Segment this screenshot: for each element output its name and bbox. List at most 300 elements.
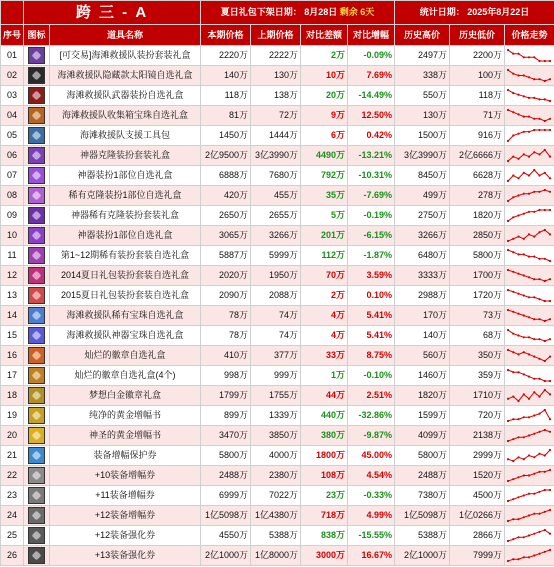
row-number: 11: [1, 246, 24, 266]
table-row: [1, 466, 554, 486]
previous-price: 455万: [251, 186, 301, 206]
sparkline-point: [538, 191, 540, 193]
row-number: 17: [1, 366, 24, 386]
sparkline-point: [523, 172, 525, 174]
item-icon: [24, 186, 50, 206]
item-icon: [24, 486, 50, 506]
sparkline-point: [512, 478, 514, 480]
item-box-icon: [28, 307, 45, 324]
price-diff: 440万: [301, 406, 348, 426]
sparkline-point: [538, 471, 540, 473]
previous-price: 74万: [251, 306, 301, 326]
price-diff: 44万: [301, 386, 348, 406]
table-row: [1, 266, 554, 286]
price-diff: 20万: [301, 86, 348, 106]
table-row: [1, 126, 554, 146]
previous-price: 3850万: [251, 426, 301, 446]
price-diff: 112万: [301, 246, 348, 266]
sparkline-point: [517, 194, 519, 196]
sparkline-point: [507, 369, 509, 371]
sparkline-point: [549, 509, 551, 511]
sparkline-point: [528, 156, 530, 158]
sparkline-point: [549, 191, 551, 193]
sparkline-point: [523, 74, 525, 76]
sparkline-point: [507, 440, 509, 442]
price-trend-sparkline: [505, 426, 554, 446]
sparkline-point: [507, 309, 509, 311]
historical-high: 2亿1000万: [395, 546, 450, 566]
item-name: 海滩救援队稀有宝珠自选礼盒: [50, 306, 201, 326]
historical-high: 1亿5098万: [395, 506, 450, 526]
sparkline-point: [538, 209, 540, 211]
sparkline-point: [507, 480, 509, 482]
sparkline-point: [544, 258, 546, 260]
item-icon: [24, 326, 50, 346]
sparkline-point: [549, 449, 551, 451]
sparkline-point: [517, 236, 519, 238]
row-number: 21: [1, 446, 24, 466]
row-number: 19: [1, 406, 24, 426]
row-number: 12: [1, 266, 24, 286]
sparkline-point: [512, 134, 514, 136]
historical-low: 1720万: [450, 286, 505, 306]
sparkline-point: [507, 140, 509, 142]
sparkline-chart: [505, 247, 553, 264]
row-number: 05: [1, 126, 24, 146]
sparkline-point: [512, 498, 514, 500]
price-trend-sparkline: [505, 326, 554, 346]
sparkline-point: [517, 253, 519, 255]
sparkline-point: [549, 278, 551, 280]
sparkline-point: [523, 274, 525, 276]
table-row: [1, 366, 554, 386]
sparkline-chart: [505, 127, 553, 144]
row-number: 10: [1, 226, 24, 246]
row-number: 06: [1, 146, 24, 166]
sparkline-point: [538, 318, 540, 320]
historical-low: 278万: [450, 186, 505, 206]
row-number: 18: [1, 386, 24, 406]
sparkline-point: [507, 289, 509, 291]
row-number: 15: [1, 326, 24, 346]
historical-high: 1820万: [395, 386, 450, 406]
row-number: 07: [1, 166, 24, 186]
historical-low: 100万: [450, 66, 505, 86]
row-number: 22: [1, 466, 24, 486]
sparkline-point: [544, 471, 546, 473]
sparkline-point: [544, 529, 546, 531]
sparkline-point: [544, 300, 546, 302]
sparkline-point: [549, 356, 551, 358]
item-icon: [24, 206, 50, 226]
current-price: 6888万: [201, 166, 251, 186]
previous-price: 1亿8000万: [251, 546, 301, 566]
sparkline-chart: [505, 147, 553, 164]
sparkline-point: [528, 556, 530, 558]
price-change-pct: -0.10%: [348, 366, 395, 386]
sparkline-point: [549, 418, 551, 420]
price-diff: 9万: [301, 106, 348, 126]
sparkline-point: [517, 74, 519, 76]
item-icon: [24, 126, 50, 146]
table-row: [1, 426, 554, 446]
previous-price: 74万: [251, 326, 301, 346]
item-icon: [24, 286, 50, 306]
sparkline-point: [523, 351, 525, 353]
historical-low: 68万: [450, 326, 505, 346]
price-trend-sparkline: [505, 286, 554, 306]
sparkline-point: [538, 553, 540, 555]
sparkline-point: [538, 78, 540, 80]
sparkline-point: [512, 333, 514, 335]
sparkline-point: [544, 429, 546, 431]
sparkline-point: [544, 511, 546, 513]
sparkline-point: [507, 329, 509, 331]
historical-high: 5388万: [395, 526, 450, 546]
sparkline-point: [533, 191, 535, 193]
item-box-icon: [28, 247, 45, 264]
sparkline-line: [508, 150, 550, 161]
sparkline-point: [544, 320, 546, 322]
sparkline-chart: [505, 547, 553, 564]
row-number: 09: [1, 206, 24, 226]
sparkline-point: [538, 378, 540, 380]
sparkline-point: [528, 316, 530, 318]
sparkline-point: [533, 211, 535, 213]
sparkline-point: [523, 436, 525, 438]
price-diff: 70万: [301, 266, 348, 286]
sparkline-point: [512, 156, 514, 158]
sparkline-point: [512, 111, 514, 113]
price-change-pct: -7.69%: [348, 186, 395, 206]
previous-price: 7680万: [251, 166, 301, 186]
item-icon: [24, 86, 50, 106]
price-trend-sparkline: [505, 506, 554, 526]
sparkline-chart: [505, 87, 553, 104]
previous-price: 2222万: [251, 46, 301, 66]
sparkline-point: [517, 334, 519, 336]
row-number: 04: [1, 106, 24, 126]
stat-label: 统计日期：: [419, 7, 465, 17]
price-diff: 4万: [301, 306, 348, 326]
item-icon: [24, 506, 50, 526]
sparkline-point: [538, 491, 540, 493]
current-price: 899万: [201, 406, 251, 426]
col-header-low: 历史低价: [450, 25, 505, 46]
sparkline-point: [517, 536, 519, 538]
item-icon: [24, 546, 50, 566]
sparkline-point: [512, 291, 514, 293]
historical-low: 720万: [450, 406, 505, 426]
current-price: 78万: [201, 306, 251, 326]
row-number: 01: [1, 46, 24, 66]
price-diff: 1万: [301, 366, 348, 386]
item-name: 神圣的黄金增幅书: [50, 426, 201, 446]
sparkline-point: [523, 536, 525, 538]
price-trend-sparkline: [505, 86, 554, 106]
col-header-icon: 图标: [24, 25, 50, 46]
historical-low: 6628万: [450, 166, 505, 186]
sparkline-point: [544, 454, 546, 456]
sparkline-point: [538, 358, 540, 360]
item-icon: [24, 526, 50, 546]
sparkline-line: [508, 250, 550, 261]
price-trend-sparkline: [505, 226, 554, 246]
table-row: [1, 406, 554, 426]
item-icon: [24, 386, 50, 406]
row-number: 25: [1, 526, 24, 546]
sparkline-point: [507, 349, 509, 351]
sparkline-point: [517, 177, 519, 179]
item-box-icon: [28, 147, 45, 164]
sparkline-chart: [505, 307, 553, 324]
table-row: [1, 186, 554, 206]
sparkline-point: [544, 360, 546, 362]
sparkline-point: [523, 556, 525, 558]
sparkline-point: [538, 98, 540, 100]
price-trend-sparkline: [505, 406, 554, 426]
table-row: [1, 146, 554, 166]
sparkline-point: [523, 193, 525, 195]
current-price: 2020万: [201, 266, 251, 286]
sparkline-point: [549, 156, 551, 158]
sparkline-chart: [505, 287, 553, 304]
sparkline-point: [528, 211, 530, 213]
current-price: 1799万: [201, 386, 251, 406]
item-icon: [24, 406, 50, 426]
off-shelf-label: 夏日礼包下架日期：: [220, 7, 302, 17]
item-name: [可交易]海滩救援队装扮套装礼盒: [50, 46, 201, 66]
previous-price: 4000万: [251, 446, 301, 466]
price-trend-sparkline: [505, 106, 554, 126]
sparkline-chart: [505, 407, 553, 424]
price-change-pct: 4.99%: [348, 506, 395, 526]
historical-low: 5800万: [450, 246, 505, 266]
historical-high: 1500万: [395, 126, 450, 146]
historical-high: 3亿3990万: [395, 146, 450, 166]
sparkline-chart: [505, 227, 553, 244]
sparkline-chart: [505, 427, 553, 444]
item-box-icon: [28, 127, 45, 144]
sparkline-point: [517, 418, 519, 420]
current-price: 2090万: [201, 286, 251, 306]
sparkline-chart: [505, 467, 553, 484]
sparkline-point: [517, 214, 519, 216]
previous-price: 2655万: [251, 206, 301, 226]
price-change-pct: 16.67%: [348, 546, 395, 566]
current-price: 2650万: [201, 206, 251, 226]
sparkline-point: [523, 213, 525, 215]
price-diff: 6万: [301, 126, 348, 146]
sparkline-point: [544, 209, 546, 211]
price-trend-sparkline: [505, 386, 554, 406]
sparkline-point: [533, 118, 535, 120]
sparkline-point: [512, 371, 514, 373]
sparkline-point: [507, 240, 509, 242]
item-icon: [24, 246, 50, 266]
item-name: 海滩救援队隐藏款太阳镜自选礼盒: [50, 66, 201, 86]
price-diff: 2万: [301, 286, 348, 306]
historical-low: 1700万: [450, 266, 505, 286]
price-change-pct: 7.69%: [348, 66, 395, 86]
historical-high: 560万: [395, 346, 450, 366]
sparkline-point: [533, 97, 535, 99]
sparkline-point: [512, 174, 514, 176]
col-header-pct: 对比增幅: [348, 25, 395, 46]
sparkline-point: [544, 98, 546, 100]
sparkline-point: [549, 118, 551, 120]
sparkline-point: [533, 318, 535, 320]
item-name: +12装备增幅券: [50, 506, 201, 526]
historical-high: 130万: [395, 106, 450, 126]
item-icon: [24, 266, 50, 286]
sparkline-point: [538, 258, 540, 260]
sparkline-point: [533, 513, 535, 515]
sparkline-point: [517, 496, 519, 498]
col-header-no: 序号: [1, 25, 24, 46]
sparkline-point: [533, 533, 535, 535]
price-change-pct: -9.87%: [348, 426, 395, 446]
sparkline-chart: [505, 487, 553, 504]
item-name: 神器克隆装扮套装礼盒: [50, 146, 201, 166]
previous-price: 377万: [251, 346, 301, 366]
historical-low: 359万: [450, 366, 505, 386]
sparkline-point: [512, 396, 514, 398]
col-header-name: 道具名称: [50, 25, 201, 46]
sparkline-point: [523, 516, 525, 518]
sparkline-point: [544, 389, 546, 391]
price-trend-sparkline: [505, 466, 554, 486]
sparkline-point: [544, 229, 546, 231]
sparkline-point: [523, 314, 525, 316]
historical-high: 338万: [395, 66, 450, 86]
item-icon: [24, 446, 50, 466]
sparkline-point: [549, 549, 551, 551]
sparkline-point: [538, 118, 540, 120]
item-box-icon: [28, 407, 45, 424]
sparkline-point: [517, 518, 519, 520]
sparkline-chart: [505, 387, 553, 404]
current-price: 6999万: [201, 486, 251, 506]
item-box-icon: [28, 67, 45, 84]
sparkline-point: [549, 318, 551, 320]
sparkline-point: [538, 513, 540, 515]
sparkline-point: [538, 396, 540, 398]
sparkline-point: [523, 294, 525, 296]
historical-high: 2750万: [395, 206, 450, 226]
item-box-icon: [28, 447, 45, 464]
previous-price: 7022万: [251, 486, 301, 506]
sparkline-point: [533, 433, 535, 435]
sparkline-point: [528, 416, 530, 418]
item-icon: [24, 466, 50, 486]
row-number: 24: [1, 506, 24, 526]
price-diff: 838万: [301, 526, 348, 546]
sparkline-point: [549, 60, 551, 62]
sparkline-point: [549, 489, 551, 491]
table-row: [1, 386, 554, 406]
historical-low: 71万: [450, 106, 505, 126]
price-change-pct: -14.49%: [348, 86, 395, 106]
sparkline-point: [544, 60, 546, 62]
sparkline-point: [517, 94, 519, 96]
sparkline-point: [533, 414, 535, 416]
table-body: [1, 46, 554, 566]
sparkline-point: [512, 418, 514, 420]
price-diff: 201万: [301, 226, 348, 246]
table-row: [1, 446, 554, 466]
sparkline-point: [517, 476, 519, 478]
sparkline-point: [512, 216, 514, 218]
item-name: +10装备增幅券: [50, 466, 201, 486]
item-icon: [24, 366, 50, 386]
sparkline-point: [544, 551, 546, 553]
row-number: 03: [1, 86, 24, 106]
price-change-pct: -13.21%: [348, 146, 395, 166]
price-trend-sparkline: [505, 266, 554, 286]
sparkline-point: [538, 413, 540, 415]
current-price: 5887万: [201, 246, 251, 266]
price-change-pct: 0.10%: [348, 286, 395, 306]
sparkline-chart: [505, 207, 553, 224]
table-row: [1, 66, 554, 86]
historical-low: 1820万: [450, 206, 505, 226]
sparkline-point: [528, 376, 530, 378]
previous-price: 5999万: [251, 246, 301, 266]
price-trend-sparkline: [505, 246, 554, 266]
item-name: +13装备强化券: [50, 546, 201, 566]
sparkline-line: [508, 330, 550, 341]
sparkline-point: [544, 280, 546, 282]
historical-low: 73万: [450, 306, 505, 326]
sparkline-point: [517, 558, 519, 560]
sparkline-point: [544, 129, 546, 131]
current-price: 1亿5098万: [201, 506, 251, 526]
sparkline-chart: [505, 187, 553, 204]
sparkline-point: [549, 338, 551, 340]
sparkline-point: [528, 116, 530, 118]
sparkline-point: [549, 233, 551, 235]
item-box-icon: [28, 267, 45, 284]
sparkline-chart: [505, 67, 553, 84]
item-name: 海滩救援队武器装扮自选礼盒: [50, 86, 201, 106]
col-header-trend: 价格走势: [505, 25, 554, 46]
item-box-icon: [28, 507, 45, 524]
sparkline-point: [549, 209, 551, 211]
sparkline-point: [517, 371, 519, 373]
price-diff: 23万: [301, 486, 348, 506]
sparkline-point: [533, 78, 535, 80]
current-price: 3470万: [201, 426, 251, 446]
sparkline-point: [528, 336, 530, 338]
historical-low: 350万: [450, 346, 505, 366]
previous-price: 1亿4380万: [251, 506, 301, 526]
current-price: 118万: [201, 86, 251, 106]
sparkline-point: [507, 540, 509, 542]
sparkline-point: [538, 453, 540, 455]
sparkline-point: [512, 271, 514, 273]
historical-low: 2138万: [450, 426, 505, 446]
sparkline-point: [538, 129, 540, 131]
previous-price: 2088万: [251, 286, 301, 306]
historical-low: 118万: [450, 86, 505, 106]
historical-low: 916万: [450, 126, 505, 146]
price-trend-sparkline: [505, 66, 554, 86]
price-diff: 33万: [301, 346, 348, 366]
item-icon: [24, 46, 50, 66]
price-change-pct: 45.00%: [348, 446, 395, 466]
historical-high: 550万: [395, 86, 450, 106]
